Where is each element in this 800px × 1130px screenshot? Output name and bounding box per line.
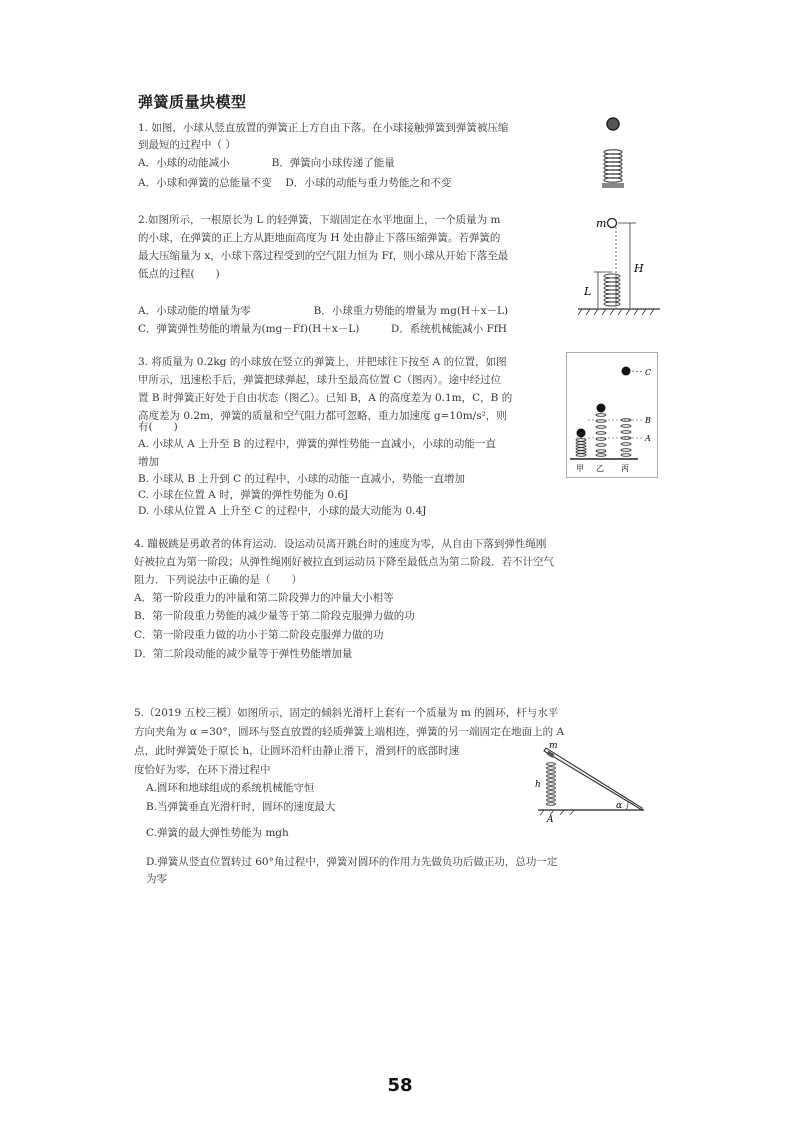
q3-option-a-line-1: A. 小球从 A 上升至 B 的过程中，弹簧的弹性势能一直减小，小球的动能一直: [138, 438, 496, 450]
q5-option-a: A.圆环和地球组成的系统机械能守恒: [146, 782, 315, 794]
page-number: 58: [387, 1075, 413, 1096]
angle-arc: [626, 802, 628, 810]
q3-option-b: B. 小球从 B 上升到 C 的过程中，小球的动能一直减小，势能一直增加: [138, 473, 465, 485]
ground-base: [602, 183, 624, 188]
point-a-label: A: [547, 815, 554, 824]
q3-stem-line-2: 甲所示，迅速松手后，弹簧把球弹起，球升至最高位置 C（图丙）。途中经过位: [138, 374, 502, 386]
spring-icon-yi: [596, 414, 606, 457]
q5-option-c: C.弹簧的最大弹性势能为 mgh: [146, 827, 289, 839]
q4-stem-line-1: 4. 蹦极跳是勇敢者的体育运动．设运动员离开跳台时的速度为零，从自由下落到弹性绳刚: [134, 538, 547, 550]
ball-icon: [607, 118, 619, 130]
q1-options-line-1: A．小球的动能减小 B．弹簧向小球传递了能量: [138, 157, 395, 169]
q1-stem-line-1: 1. 如图，小球从竖直放置的弹簧正上方自由下落。在小球接触弹簧到弹簧被压缩: [138, 122, 509, 134]
q1-figure-ball-spring: [590, 112, 636, 196]
q5-stem-line-4: 度恰好为零，在环下滑过程中: [134, 764, 271, 776]
label-yi: 乙: [596, 464, 604, 473]
spring-icon-jia: [576, 439, 586, 457]
q2-stem-line-3: 最大压缩量为 x，小球下落过程受到的空气阻力恒为 Ff，则小球从开始下落至最: [138, 250, 509, 262]
mass-label: m: [549, 741, 558, 751]
position-a-label: A: [645, 434, 651, 443]
q3-stem-line-5: 有( ): [138, 421, 178, 433]
q3-stem-line-1: 3. 将质量为 0.2kg 的小球放在竖立的弹簧上，并把球往下按至 A 的位置，如图: [138, 356, 507, 368]
q4-option-d: D．第二阶段动能的减少量等于弹性势能增加量: [134, 648, 353, 660]
ball-position-c: [622, 367, 631, 376]
ball-position-b: [597, 404, 606, 413]
q4-stem-line-3: 阻力．下列说法中正确的是（ ）: [134, 574, 302, 586]
spring-icon-bing: [621, 419, 631, 457]
incline-rod: [544, 748, 642, 810]
angle-label: α: [616, 801, 623, 811]
ground-hatch: [540, 810, 574, 815]
spring-icon: [604, 150, 622, 182]
q2-stem-line-2: 的小球，在弹簧的正上方从距地面高度为 H 处由静止下落压缩弹簧。若弹簧的: [138, 232, 501, 244]
ball-icon: [608, 219, 617, 228]
page-title: 弹簧质量块模型: [138, 93, 247, 111]
q2-stem-line-4: 低点的过程( ): [138, 268, 220, 280]
q5-stem-line-1: 5.（2019 五校三模）如图所示，固定的倾斜光滑杆上套有一个质量为 m 的圆环，杆与水平: [134, 707, 559, 719]
q5-option-d-line-1: D.弹簧从竖直位置转过 60°角过程中，弹簧对圆环的作用力先做负功后做正功，总功一定: [146, 856, 558, 868]
q3-figure-three-springs: [566, 352, 658, 478]
q2-figure-spring: [572, 212, 664, 322]
position-c-label: C: [645, 368, 652, 377]
height-label: H: [634, 262, 644, 275]
q5-stem-line-2: 方向夹角为 α =30°，圆环与竖直放置的轻质弹簧上端相连，弹簧的另一端固定在地面上的 A: [134, 726, 565, 738]
q4-option-a: A．第一阶段重力的冲量和第二阶段弹力的冲量大小相等: [134, 592, 394, 604]
q3-option-d: D. 小球从位置 A 上升至 C 的过程中，小球的最大动能为 0.4J: [138, 505, 427, 517]
spring-icon: [604, 274, 620, 306]
q4-stem-line-2: 好被拉直为第一阶段；从弹性绳刚好被拉直到运动员下降至最低点为第二阶段．若不计空气: [134, 556, 554, 568]
label-bing: 丙: [621, 464, 629, 473]
q4-option-c: C．第一阶段重力做的功小于第二阶段克服弹力做的功: [134, 629, 384, 641]
q2-stem-line-1: 2.如图所示，一根原长为 L 的轻弹簧，下端固定在水平地面上，一个质量为 m: [138, 214, 501, 226]
spring-icon: [547, 763, 556, 806]
q4-option-b: B．第一阶段重力势能的减少量等于第二阶段克服弹力做的功: [134, 610, 415, 622]
length-label: L: [584, 285, 592, 298]
q3-stem-line-3: 置 B 时弹簧正好处于自由状态（图乙）。已知 B，A 的高度差为 0.1m，C，B 的: [138, 392, 513, 404]
q5-option-b: B.当弹簧垂直光滑杆时，圆环的速度最大: [146, 801, 336, 813]
q2-options-line-2: C．弹簧弹性势能的增量为(mg－Ff)(H＋x－L) D．系统机械能减小 FfH: [138, 323, 507, 335]
label-jia: 甲: [576, 464, 584, 473]
ball-position-a: [577, 429, 586, 438]
q1-stem-line-2: 到最短的过程中（ ）: [138, 139, 236, 151]
ground-hatch: [578, 309, 654, 315]
q3-stem-line-4: 高度差为 0.2m，弹簧的质量和空气阻力都可忽略，重力加速度 g=10m/s²，则: [138, 410, 507, 422]
q1-options-line-2: A．小球和弹簧的总能量不变 D．小球的动能与重力势能之和不变: [138, 177, 452, 189]
q3-option-c: C. 小球在位置 A 时，弹簧的弹性势能为 0.6J: [138, 489, 349, 501]
q2-options-line-1: A．小球动能的增量为零 B．小球重力势能的增量为 mg(H＋x－L): [138, 305, 509, 317]
mass-label: m: [596, 217, 607, 230]
q5-option-d-line-2: 为零: [146, 873, 167, 885]
q3-option-a-line-2: 增加: [138, 456, 159, 468]
spring-length-label: h: [535, 780, 541, 790]
position-b-label: B: [645, 416, 651, 425]
q5-figure-incline-spring: [530, 740, 650, 824]
q5-stem-line-3: 点，此时弹簧处于原长 h，让圆环沿杆由静止滑下，滑到杆的底部时速: [134, 745, 460, 757]
